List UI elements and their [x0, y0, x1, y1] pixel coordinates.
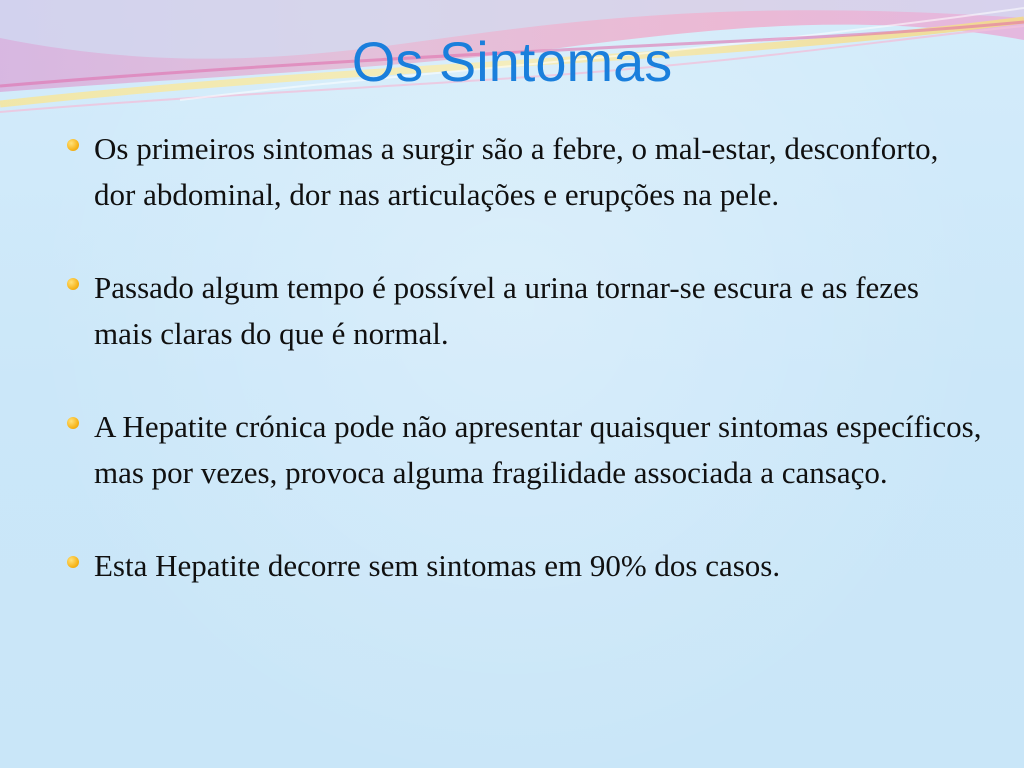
bullet-item: [62, 404, 982, 496]
bullet-item: [62, 265, 982, 357]
bullet-text: Passado algum tempo é possível a urina tornar-se escura e as fezes mais claras do que é normal.: [94, 270, 919, 351]
bullet-item: [62, 543, 982, 589]
circle-bullet-icon: [67, 278, 79, 290]
circle-bullet-icon: [67, 139, 79, 151]
slide-title: Os Sintomas: [351, 30, 673, 93]
bullet-text: A Hepatite crónica pode não apresentar quaisquer sintomas específicos, mas por vezes, provoca alguma fragilidade associada a cansaço.: [94, 409, 982, 490]
bullet-text: Os primeiros sintomas a surgir são a febre, o mal-estar, desconforto, dor abdominal, dor nas articulações e erupções na pele.: [94, 131, 939, 212]
circle-bullet-icon: [67, 556, 79, 568]
bullet-text: Esta Hepatite decorre sem sintomas em 90% dos casos.: [94, 548, 781, 583]
circle-bullet-icon: [67, 417, 79, 429]
bullet-item: [62, 126, 982, 218]
bullet-list: [62, 126, 982, 589]
